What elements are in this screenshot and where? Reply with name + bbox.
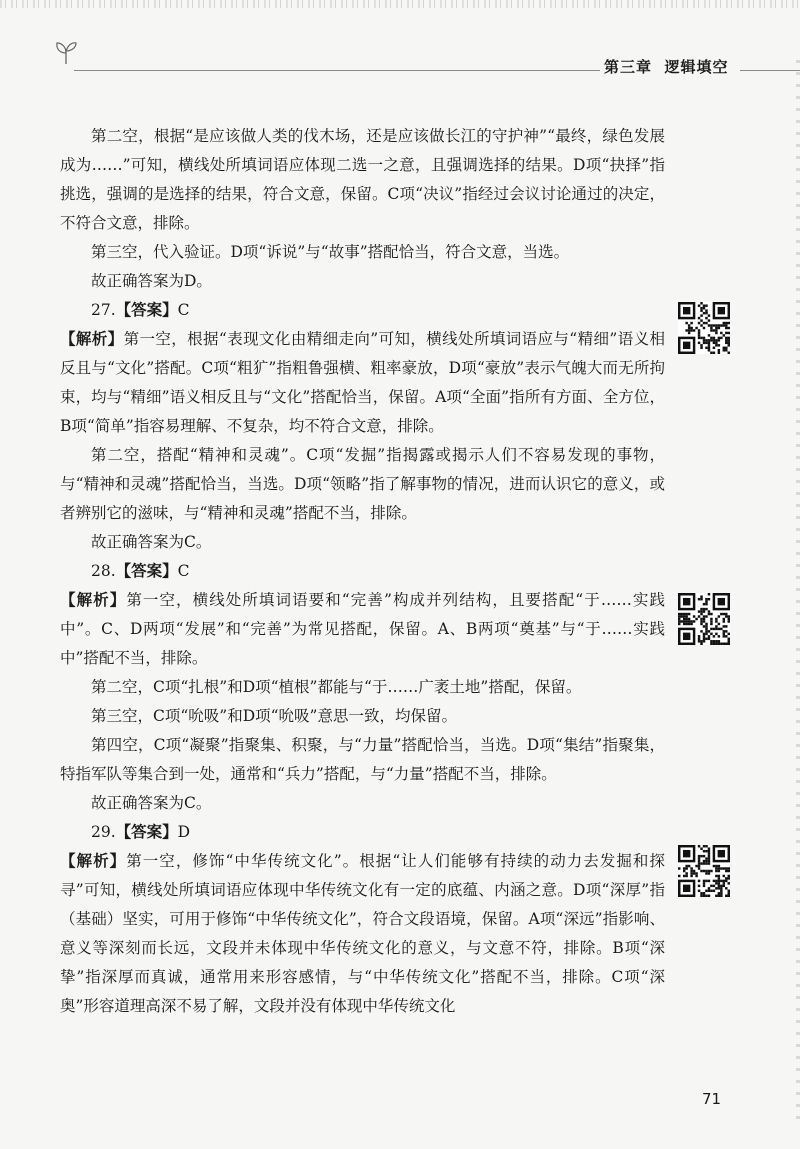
page-header bbox=[52, 40, 800, 100]
q28-number: 28. bbox=[91, 562, 116, 580]
answer-label: 【答案】 bbox=[115, 823, 178, 841]
q27-analysis-text: 第一空，根据“表现文化由精细走向”可知，横线处所填词语应与“精细”语义相反且与“文化”搭配。C项“粗犷”指粗鲁强横、粗率豪放，D项“豪放”表示气魄大而无所拘束，均与“精细”语义相反且与“文化”搭配恰当，保留。A项“全面”指所有方面、全方位，B项“简单”指容易理解、不复杂，均不符合文意，排除。 bbox=[60, 330, 665, 435]
sprout-icon bbox=[54, 40, 78, 66]
paragraph: 故正确答案为C。 bbox=[91, 794, 212, 812]
scan-right-edge bbox=[796, 60, 800, 1120]
header-rule-right bbox=[740, 70, 800, 71]
analysis-label: 【解析】 bbox=[60, 330, 124, 348]
page-body bbox=[60, 122, 665, 1021]
chapter-title bbox=[604, 56, 734, 77]
q29-number: 29. bbox=[91, 823, 116, 841]
paragraph: 第二空，搭配“精神和灵魂”。C项“发掘”指揭露或揭示人们不容易发现的事物，与“精神和灵魂”搭配恰当，当选。D项“领略”指了解事物的情况，进而认识它的意义，或者辨别它的滋味，与“精神和灵魂”搭配不当，排除。 bbox=[60, 446, 665, 522]
section-title: 逻辑填空 bbox=[664, 58, 729, 76]
paragraph: 第二空，C项“扎根”和D项“植根”都能与“于……广袤土地”搭配，保留。 bbox=[91, 678, 582, 696]
q29-answer-value: D bbox=[177, 823, 191, 841]
q29-analysis bbox=[60, 847, 665, 1021]
q29-answer bbox=[60, 818, 665, 847]
paragraph: 故正确答案为D。 bbox=[91, 272, 212, 290]
q28-answer bbox=[60, 557, 665, 586]
q28-analysis bbox=[60, 586, 665, 673]
header-rule-left bbox=[74, 70, 600, 71]
answer-label: 【答案】 bbox=[115, 301, 178, 319]
analysis-label: 【解析】 bbox=[60, 591, 127, 609]
answer-label: 【答案】 bbox=[115, 562, 178, 580]
q28-analysis-text: 第一空，横线处所填词语要和“完善”构成并列结构，且要搭配“于……实践中”。C、D两项“发展”和“完善”为常见搭配，保留。A、B两项“奠基”与“于……实践中”搭配不当，排除。 bbox=[60, 591, 665, 667]
paragraph: 第三空，代入验证。D项“诉说”与“故事”搭配恰当，符合文意，当选。 bbox=[91, 243, 570, 261]
q28-answer-value: C bbox=[177, 562, 190, 580]
page-number: 71 bbox=[702, 1090, 722, 1108]
qr-code-icon[interactable] bbox=[678, 845, 730, 897]
qr-code-icon[interactable] bbox=[678, 302, 730, 354]
q29-analysis-text: 第一空，修饰“中华传统文化”。根据“让人们能够有持续的动力去发掘和探寻”可知，横线处所填词语应体现中华传统文化有一定的底蕴、内涵之意。D项“深厚”指（基础）坚实，可用于修饰“中华传统文化”，符合文段语境，保留。A项“深远”指影响、意义等深刻而长远，文段并未体现中华传统文化的意义，与文意不符，排除。B项“深挚”指深厚而真诚，通常用来形容感情，与“中华传统文化”搭配不当，排除。C项“深奥”形容道理高深不易了解，文段并没有体现中华传统文化 bbox=[60, 852, 665, 1015]
qr-code-icon[interactable] bbox=[678, 593, 730, 645]
q27-analysis bbox=[60, 325, 665, 441]
q27-number: 27. bbox=[91, 301, 116, 319]
paragraph: 故正确答案为C。 bbox=[91, 533, 212, 551]
q27-answer-value: C bbox=[177, 301, 190, 319]
chapter-number: 第三章 bbox=[604, 58, 653, 76]
paragraph: 第四空，C项“凝聚”指聚集、积聚，与“力量”搭配恰当，当选。D项“集结”指聚集，特指军队等集合到一处，通常和“兵力”搭配，与“力量”搭配不当，排除。 bbox=[60, 736, 665, 783]
paragraph: 第三空，C项“吮吸”和D项“吮吸”意思一致，均保留。 bbox=[91, 707, 457, 725]
paragraph: 第二空，根据“是应该做人类的伐木场，还是应该做长江的守护神”“最终，绿色发展成为……”可知，横线处所填词语应体现二选一之意，且强调选择的结果。D项“抉择”指挑选，强调的是选择的结果，符合文意，保留。C项“决议”指经过会议讨论通过的决定，不符合文意，排除。 bbox=[60, 127, 665, 232]
q27-answer bbox=[60, 296, 665, 325]
scan-edge-noise bbox=[0, 0, 800, 8]
analysis-label: 【解析】 bbox=[60, 852, 127, 870]
